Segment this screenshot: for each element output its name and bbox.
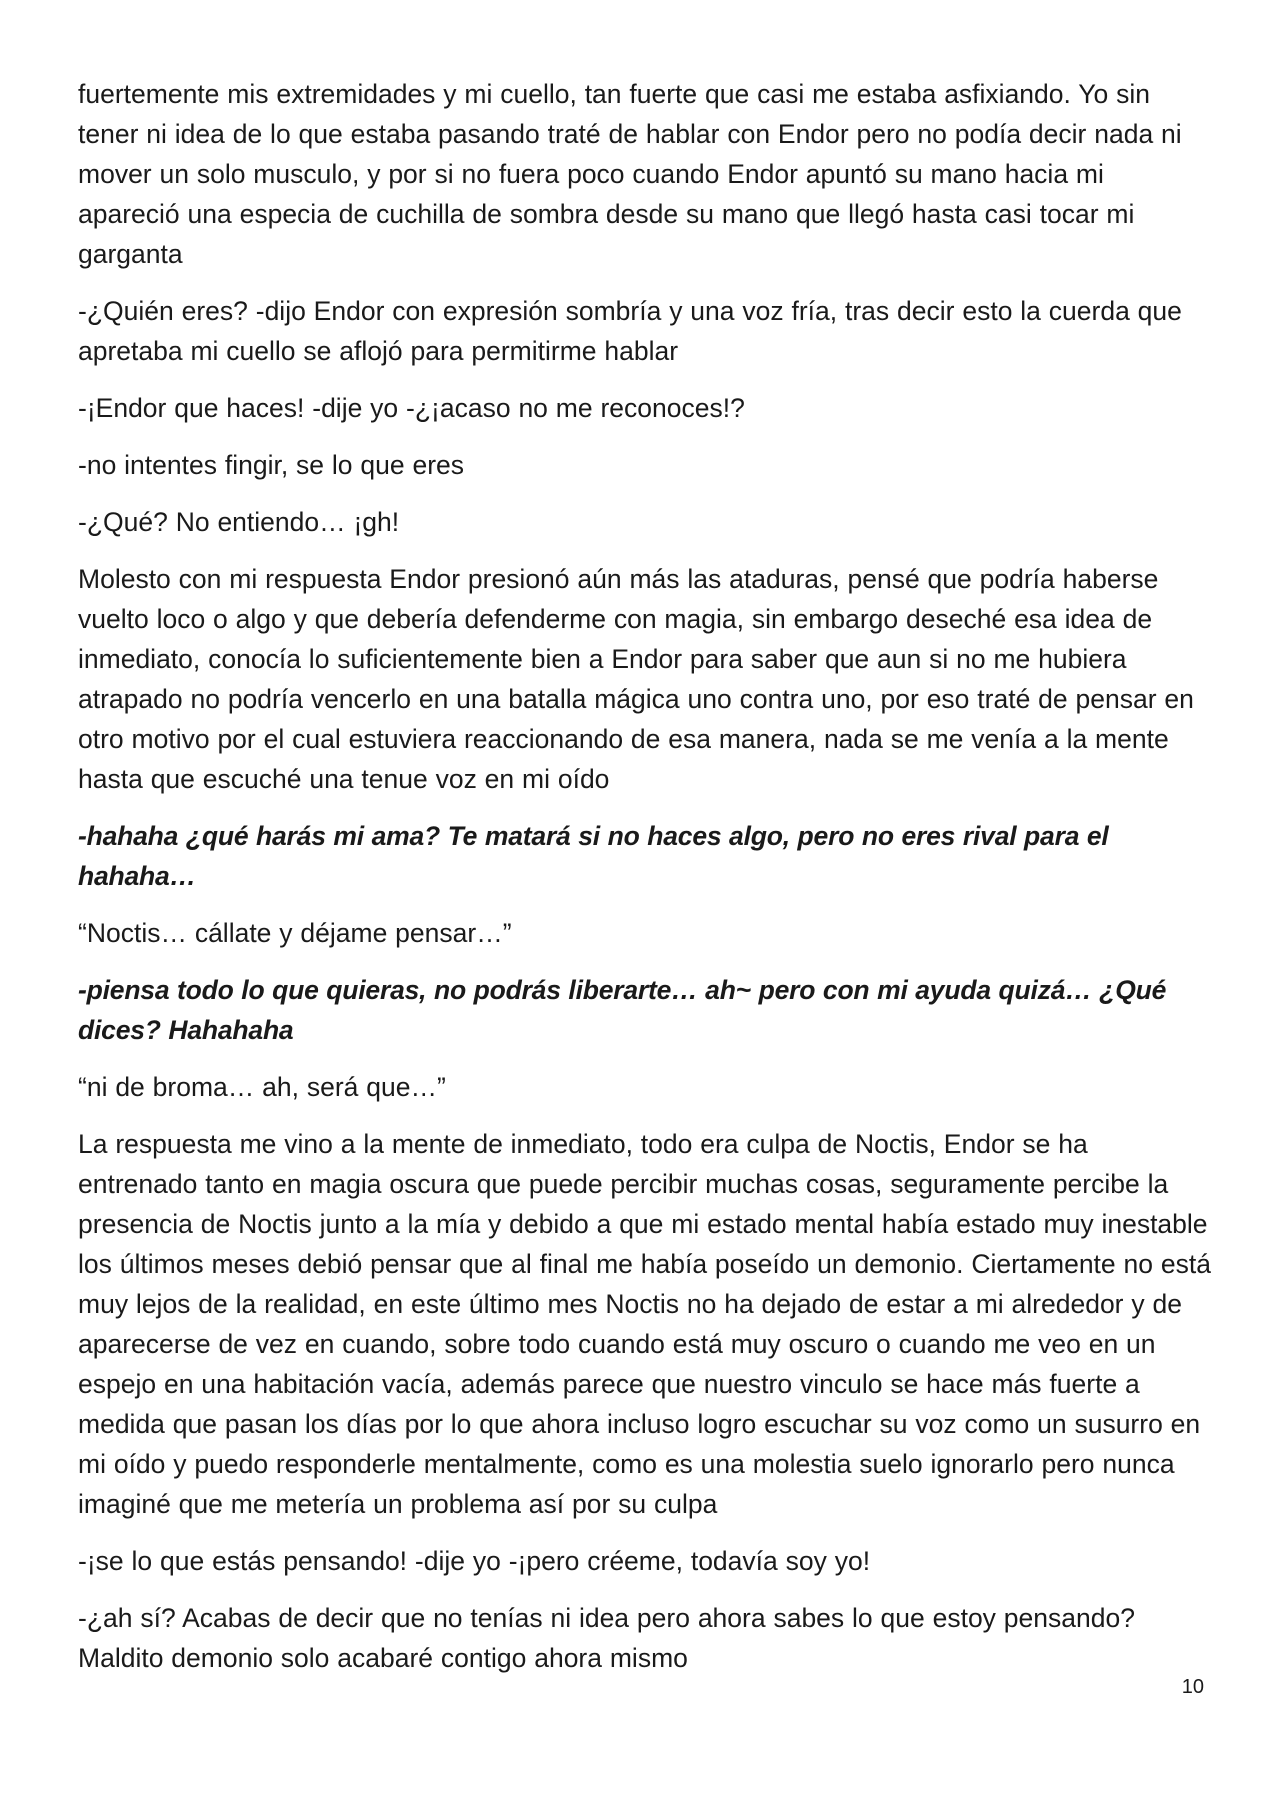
thought-line: “ni de broma… ah, será que…” — [78, 1072, 446, 1102]
dialogue-line: -¡se lo que estás pensando! -dije yo -¡pero créeme, todavía soy yo! — [78, 1546, 871, 1576]
paragraph: Molesto con mi respuesta Endor presionó aún más las ataduras, pensé que podría haberse vuelto loco o algo y que debería defenderme con magia, sin embargo deseché esa idea de inmediato, conocía lo suficientemente bien a Endor para saber que aun si no me hubiera atrapado no podría vencerlo en una batalla mágica uno contra uno, por eso traté de pensar en otro motivo por el cual estuviera reaccionando de esa manera, nada se me venía a la mente hasta que escuché una tenue voz en mi oído — [78, 564, 1194, 794]
dialogue-line: -¡Endor que haces! -dije yo -¿¡acaso no me reconoces!? — [78, 393, 745, 423]
dialogue-line: -¿ah sí? Acabas de decir que no tenías ni idea pero ahora sabes lo que estoy pensando? Maldito demonio solo acabaré contigo ahora mismo — [78, 1603, 1135, 1673]
voice-line: -piensa todo lo que quieras, no podrás liberarte… ah~ pero con mi ayuda quizá… ¿Qué dices? Hahahaha — [78, 975, 1167, 1045]
document-body — [78, 74, 1213, 1695]
voice-line: -hahaha ¿qué harás mi ama? Te matará si no haces algo, pero no eres rival para el hahaha… — [78, 821, 1109, 891]
dialogue-line: -¿Qué? No entiendo… ¡gh! — [78, 507, 400, 537]
thought-line: “Noctis… cállate y déjame pensar…” — [78, 918, 512, 948]
dialogue-line: -no intentes fingir, se lo que eres — [78, 450, 465, 480]
paragraph: fuertemente mis extremidades y mi cuello, tan fuerte que casi me estaba asfixiando. Yo sin tener ni idea de lo que estaba pasando traté de hablar con Endor pero no podía decir nada ni mover un solo musculo, y por si no fuera poco cuando Endor apuntó su mano hacia mi apareció una especia de cuchilla de sombra desde su mano que llegó hasta casi tocar mi garganta — [78, 79, 1182, 269]
page-number: 10 — [1181, 1676, 1204, 1698]
paragraph: La respuesta me vino a la mente de inmediato, todo era culpa de Noctis, Endor se ha entrenado tanto en magia oscura que puede percibir muchas cosas, seguramente percibe la presencia de Noctis junto a la mía y debido a que mi estado mental había estado muy inestable los últimos meses debió pensar que al final me había poseído un demonio. Ciertamente no está muy lejos de la realidad, en este último mes Noctis no ha dejado de estar a mi alrededor y de aparecerse de vez en cuando, sobre todo cuando está muy oscuro o cuando me veo en un espejo en una habitación vacía, además parece que nuestro vinculo se hace más fuerte a medida que pasan los días por lo que ahora incluso logro escuchar su voz como un susurro en mi oído y puedo responderle mentalmente, como es una molestia suelo ignorarlo pero nunca imaginé que me metería un problema así por su culpa — [78, 1129, 1211, 1519]
dialogue-line: -¿Quién eres? -dijo Endor con expresión sombría y una voz fría, tras decir esto la cuerda que apretaba mi cuello se aflojó para permitirme hablar — [78, 296, 1182, 366]
